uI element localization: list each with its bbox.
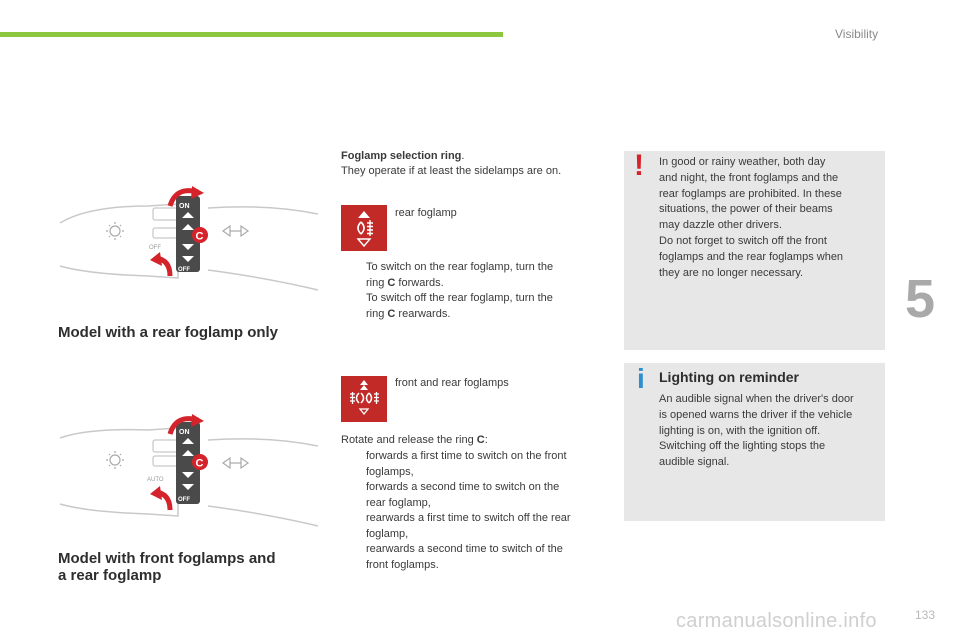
- rotate-instruction: Rotate and release the ring C:: [341, 434, 488, 446]
- front-rear-foglamp-icon: [341, 376, 387, 422]
- front-rear-foglamp-instructions: [341, 449, 603, 573]
- page-number: 133: [915, 608, 936, 622]
- section-accent-bar: [0, 32, 503, 37]
- ring-c-label: C: [195, 457, 204, 470]
- list-item: To switch off the rear foglamp, turn the ring C rearwards.: [366, 292, 553, 320]
- stalk-illustration-front-rear: [58, 410, 320, 538]
- intro-text: They operate if at least the sidelamps are on.: [341, 165, 562, 177]
- front-rear-foglamp-label: front and rear foglamps: [395, 377, 509, 389]
- chapter-number: 5: [905, 269, 936, 329]
- section-title: Visibility: [835, 27, 879, 41]
- exclamation-icon: !: [634, 149, 644, 182]
- stalk-label-off: OFF: [149, 245, 161, 251]
- warning-text: In good or rainy weather, both day and night, the front foglamps and the rear foglamps are prohibited. In these situations, the power of their beams may dazzle other drivers. Do not forget to switch off the front foglamps and the rear foglamps when they are no longer necessary.: [659, 156, 844, 279]
- list-item: rearwards a first time to switch off the rear foglamp,: [366, 512, 571, 540]
- info-icon: i: [637, 363, 645, 394]
- list-item: rearwards a second time to switch of the front foglamps.: [366, 543, 563, 571]
- stalk-illustration-rear: [58, 178, 320, 306]
- intro-title: Foglamp selection ring.: [341, 150, 465, 162]
- rear-foglamp-instructions: [341, 260, 601, 322]
- sun-icon: [106, 222, 124, 240]
- ring-label-on: ON: [179, 203, 190, 210]
- stalk-label-auto: AUTO: [147, 477, 164, 483]
- heading-rear-only: Model with a rear foglamp only: [58, 324, 279, 341]
- rear-foglamp-icon: [341, 205, 387, 251]
- list-item: To switch on the rear foglamp, turn the ring C forwards.: [366, 261, 554, 289]
- list-item: forwards a second time to switch on the rear foglamp,: [366, 481, 560, 509]
- list-item: forwards a first time to switch on the front foglamps,: [366, 450, 567, 478]
- info-title: Lighting on reminder: [659, 369, 799, 385]
- watermark: carmanualsonline.info: [676, 610, 877, 632]
- heading-front-rear-line2: a rear foglamp: [58, 567, 162, 584]
- sun-icon: [106, 451, 124, 469]
- warning-box: [624, 151, 885, 350]
- ring-label-off: OFF: [178, 267, 190, 273]
- ring-label-off: OFF: [178, 497, 190, 503]
- rear-foglamp-label: rear foglamp: [395, 207, 457, 219]
- ring-label-on: ON: [179, 429, 190, 436]
- ring-c-label: C: [195, 230, 204, 243]
- info-box: [624, 363, 885, 521]
- info-text: An audible signal when the driver's door is opened warns the driver if the vehicle lighting is on, with the ignition off. Switching off the lighting stops the audible signal.: [659, 393, 854, 469]
- heading-front-rear-line1: Model with front foglamps and: [58, 550, 276, 567]
